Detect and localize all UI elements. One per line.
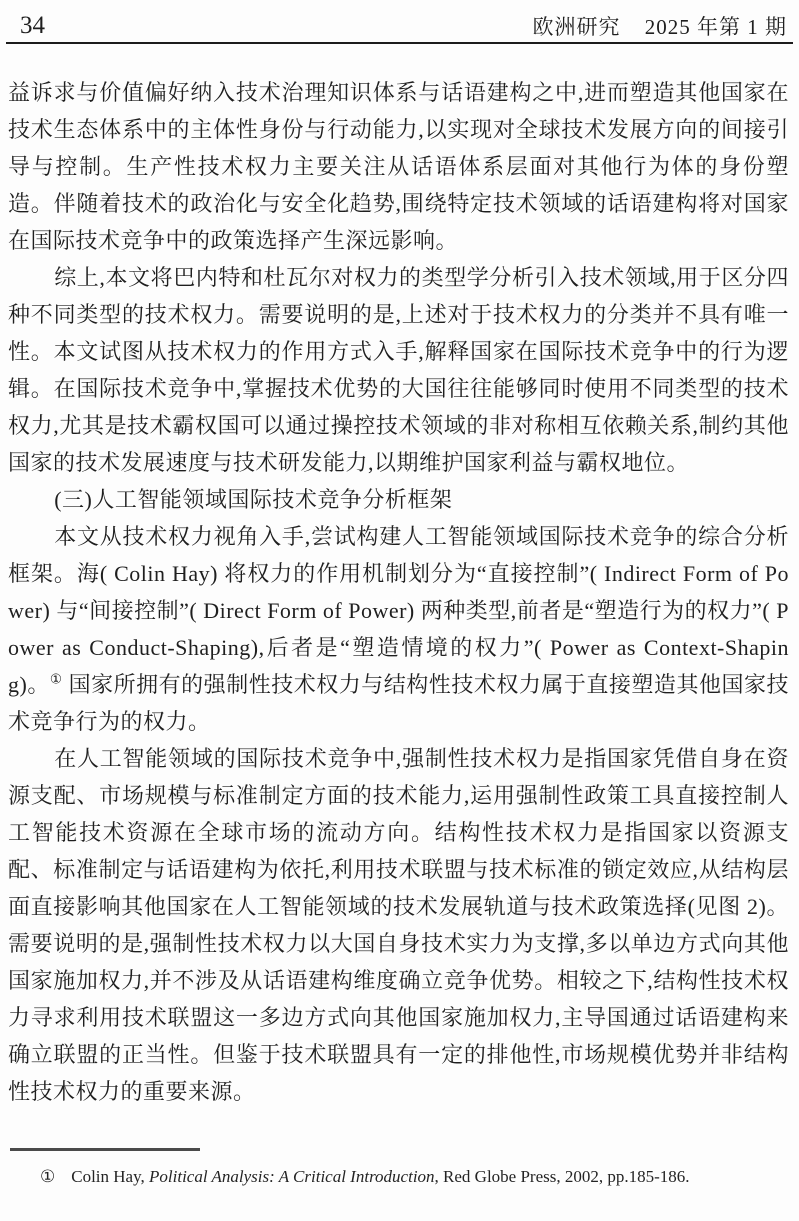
paragraph: 在人工智能领域的国际技术竞争中,强制性技术权力是指国家凭借自身在资源支配、市场规模与标准制定方面的技术能力,运用强制性政策工具直接控制人工智能技术资源在全球市场的流动方向。结构性技术权力是指国家以资源支配、标准制定与话语建构为依托,利用技术联盟与技术标准的锁定效应,从结构层面直接影响其他国家在人工智能领域的技术发展轨道与技术政策选择(见图 2)。需要说明的是,强制性技术权力以大国自身技术实力为支撑,多以单边方式向其他国家施加权力,并不涉及从话语建构维度确立竞争优势。相较之下,结构性技术权力寻求利用技术联盟这一多边方式向其他国家施加权力,主导国通过话语建构来确立联盟的正当性。但鉴于技术联盟具有一定的排他性,市场规模优势并非结构性技术权力的重要来源。 [8,746,789,1104]
page-number: 34 [20,12,45,39]
footnote-separator-rule [10,1148,200,1151]
paragraph-text: 本文从技术权力视角入手,尝试构建人工智能领域国际技术竞争的综合分析框架。海( Colin Hay) 将权力的作用机制划分为“直接控制”( Indirect Form of Power) 与“间接控制”( Direct Form of Power) 两种类型,前者是“塑造行为的权力”( Power as Conduct-Shaping),后者是“塑造情境的权力”( Power as Context-Shaping)。 [8,524,789,697]
header-rule [6,42,793,44]
footnote-book-title: Political Analysis: A Critical Introduction [149,1167,435,1186]
footnote-reference-mark: ① [49,671,63,687]
journal-header-info [533,14,788,40]
paragraph: 综上,本文将巴内特和杜瓦尔对权力的类型学分析引入技术领域,用于区分四种不同类型的技术权力。需要说明的是,上述对于技术权力的分类并不具有唯一性。本文试图从技术权力的作用方式入手,解释国家在国际技术竞争中的行为逻辑。在国际技术竞争中,掌握技术优势的大国往往能够同时使用不同类型的技术权力,尤其是技术霸权国可以通过操控技术领域的非对称相互依赖关系,制约其他国家的技术发展速度与技术研发能力,以期维护国家利益与霸权地位。 [8,265,789,475]
footnote-marker: ① [40,1167,56,1186]
running-header [20,8,787,40]
section-heading: (三)人工智能领域国际技术竞争分析框架 [54,487,453,512]
page-body [8,74,789,1110]
paragraph-text: 国家所拥有的强制性技术权力与结构性技术权力属于直接塑造其他国家技术竞争行为的权力。 [8,672,789,734]
issue-info: 2025 年第 1 期 [644,15,787,39]
paragraph-continuation: 益诉求与价值偏好纳入技术治理知识体系与话语建构之中,进而塑造其他国家在技术生态体系中的主体性身份与行动能力,以实现对全球技术发展方向的间接引导与控制。生产性技术权力主要关注从话语体系层面对其他行为体的身份塑造。伴随着技术的政治化与安全化趋势,围绕特定技术领域的话语建构将对国家在国际技术竞争中的政策选择产生深远影响。 [8,80,789,253]
footnote-area [10,1148,789,1188]
paragraph [8,518,789,740]
journal-title: 欧洲研究 [532,15,621,39]
footnote [10,1165,789,1188]
footnote-author: Colin Hay, [71,1167,150,1186]
footnote-publication-info: , Red Globe Press, 2002, pp.185-186. [434,1167,690,1186]
